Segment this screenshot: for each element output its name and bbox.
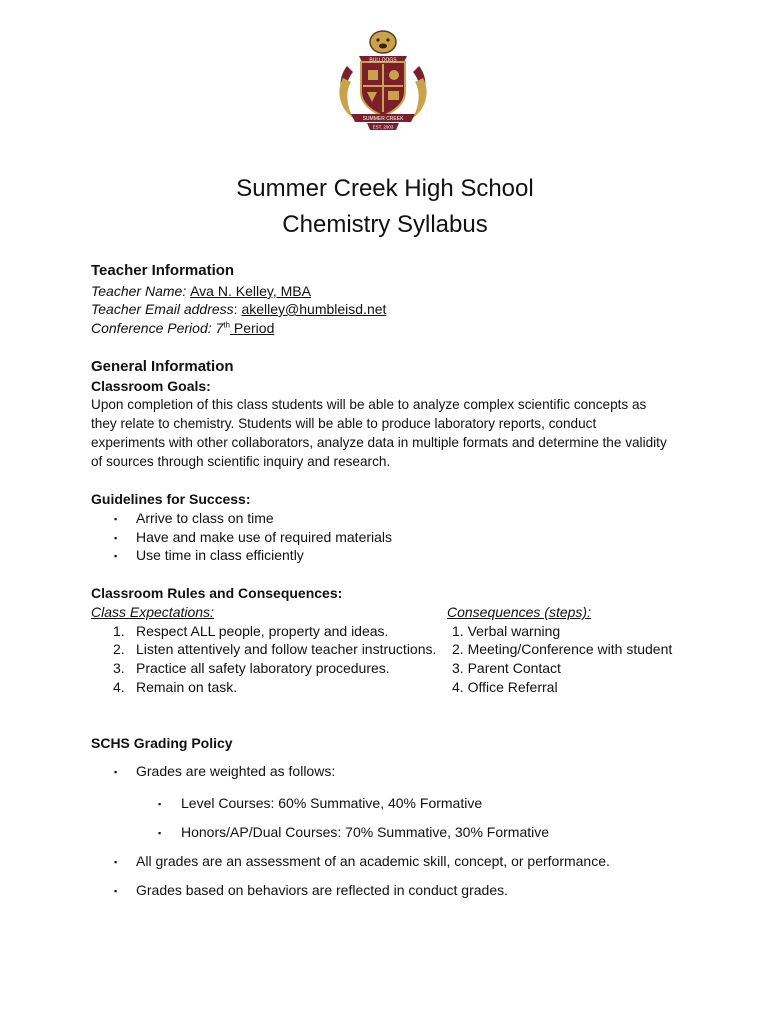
grading-policy-heading: SCHS Grading Policy xyxy=(91,735,233,751)
expectation-number: 3. xyxy=(113,660,125,676)
document-subtitle: Chemistry Syllabus xyxy=(282,211,488,238)
conference-period-label: Conference Period xyxy=(91,320,208,336)
sub-bullet-icon: ▪ xyxy=(158,828,162,838)
teacher-info-heading: Teacher Information xyxy=(91,262,235,279)
teacher-email-label: Teacher Email address xyxy=(91,301,234,317)
svg-text:BULLDOGS: BULLDOGS xyxy=(369,57,397,64)
document-title: Summer Creek High School xyxy=(236,175,534,202)
goals-line-1: Upon completion of this class students will be able to analyze complex scientific concepts as xyxy=(91,397,647,412)
teacher-name-line: Teacher Name: Ava N. Kelley, MBA xyxy=(91,283,311,299)
guideline-item: Arrive to class on time xyxy=(136,510,274,526)
expectation-item: Remain on task. xyxy=(136,679,238,695)
teacher-email-link[interactable]: akelley@humbleisd.net xyxy=(241,301,387,317)
bullet-icon: ▪ xyxy=(114,533,118,543)
svg-text:EST. 2003: EST. 2003 xyxy=(372,124,394,130)
consequence-item: 1. Verbal warning xyxy=(452,623,561,639)
bullet-icon: ▪ xyxy=(114,514,118,524)
classroom-goals-heading: Classroom Goals: xyxy=(91,378,211,394)
bullet-icon: ▪ xyxy=(114,551,118,561)
grading-item: All grades are an assessment of an academic skill, concept, or performance. xyxy=(136,853,610,869)
teacher-email-line: Teacher Email address: akelley@humbleisd.net xyxy=(91,301,387,317)
teacher-name-value: Ava N. Kelley, MBA xyxy=(190,283,311,299)
goals-line-2: they relate to chemistry. Students will be able to produce laboratory reports, conduct xyxy=(91,416,597,431)
expectation-number: 1. xyxy=(113,623,125,639)
teacher-name-label: Teacher Name xyxy=(91,283,183,299)
conference-period-number: 7 xyxy=(215,320,224,336)
expectation-item: Practice all safety laboratory procedures. xyxy=(136,660,390,676)
expectation-number: 4. xyxy=(113,679,125,695)
grading-sub-item: Honors/AP/Dual Courses: 70% Summative, 30% Formative xyxy=(181,824,550,840)
guidelines-heading: Guidelines for Success: xyxy=(91,491,251,507)
consequences-heading: Consequences (steps): xyxy=(447,604,591,620)
guideline-item: Use time in class efficiently xyxy=(136,547,304,563)
sub-bullet-icon: ▪ xyxy=(158,799,162,809)
general-info-heading: General Information xyxy=(91,358,234,375)
expectation-number: 2. xyxy=(113,641,125,657)
bullet-icon: ▪ xyxy=(114,767,118,777)
guideline-item: Have and make use of required materials xyxy=(136,529,393,545)
bullet-icon: ▪ xyxy=(114,886,118,896)
class-expectations-heading: Class Expectations: xyxy=(91,604,214,620)
conference-period-word: Period xyxy=(230,320,275,336)
grading-item: Grades are weighted as follows: xyxy=(136,763,336,779)
grading-item: Grades based on behaviors are reflected in conduct grades. xyxy=(136,882,509,898)
goals-line-3: experiments with other collaborators, analyze data in multiple formats and determine the validity xyxy=(91,435,667,450)
expectation-item: Respect ALL people, property and ideas. xyxy=(136,623,389,639)
bullet-icon: ▪ xyxy=(114,857,118,867)
svg-text:SUMMER CREEK: SUMMER CREEK xyxy=(362,116,404,122)
rules-heading: Classroom Rules and Consequences: xyxy=(91,585,343,601)
consequence-item: 4. Office Referral xyxy=(452,679,558,695)
expectation-item: Listen attentively and follow teacher instructions. xyxy=(136,641,437,657)
conference-period-line: Conference Period: 7th Period xyxy=(91,320,275,336)
conference-period-suffix: th xyxy=(223,320,230,330)
grading-sub-item: Level Courses: 60% Summative, 40% Formative xyxy=(181,795,483,811)
consequence-item: 3. Parent Contact xyxy=(452,660,561,676)
school-crest-logo xyxy=(333,26,433,134)
consequence-item: 2. Meeting/Conference with student xyxy=(452,641,673,657)
goals-line-4: of sources through scientific inquiry and research. xyxy=(91,454,391,469)
